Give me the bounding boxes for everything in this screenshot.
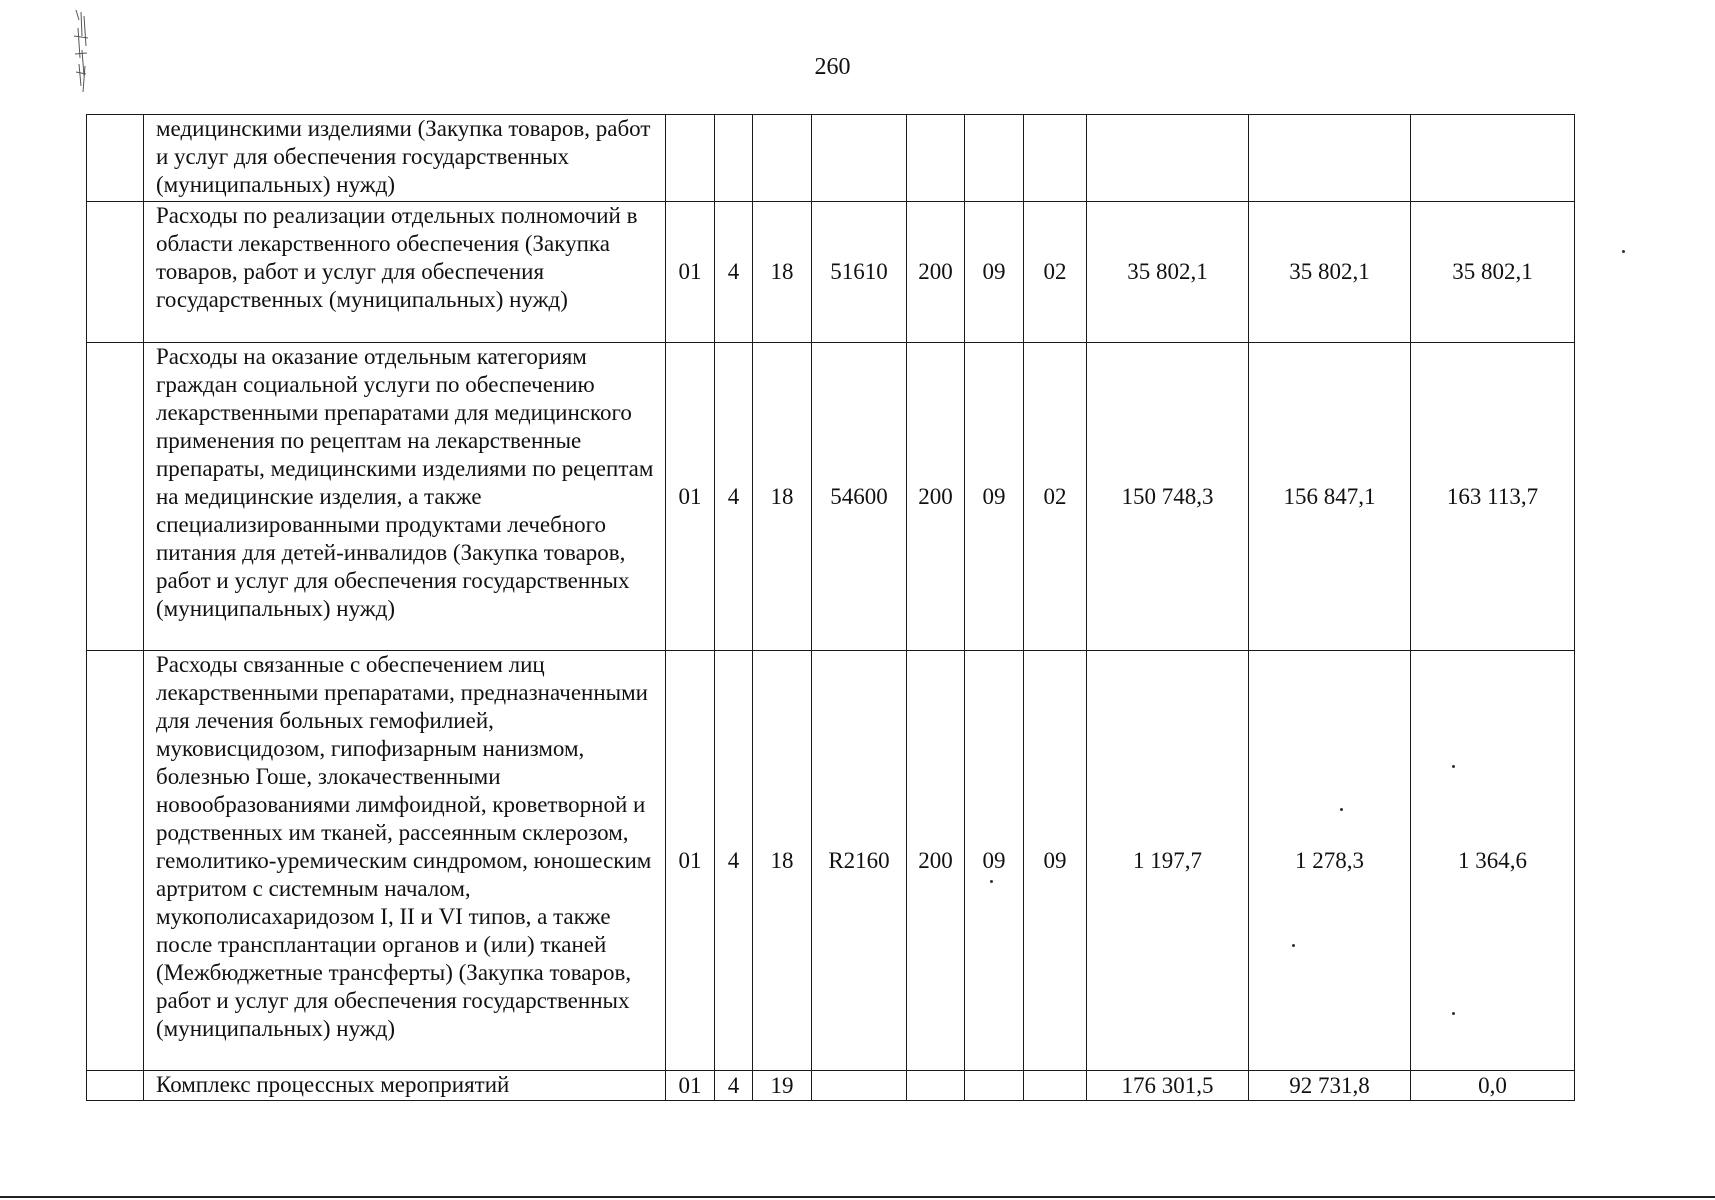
row-index-cell xyxy=(87,115,144,202)
table-row xyxy=(87,651,1575,1071)
amount-cell xyxy=(1249,115,1411,202)
code-cell: 01 xyxy=(666,202,715,343)
code-cell xyxy=(1024,115,1087,202)
scan-bottom-edge xyxy=(0,1196,1715,1198)
code-cell: 01 xyxy=(666,343,715,651)
amount-cell xyxy=(1087,115,1249,202)
code-cell: 200 xyxy=(907,343,965,651)
code-cell: R2160 xyxy=(812,651,907,1071)
amount-cell: 150 748,3 xyxy=(1087,343,1249,651)
table-row xyxy=(87,202,1575,343)
code-cell: 200 xyxy=(907,651,965,1071)
code-cell xyxy=(812,1071,907,1101)
description-cell: Расходы по реализации отдельных полномочий в области лекарственного обеспечения (Закупка товаров, работ и услуг для обеспечения государственных (муниципальных) нужд) xyxy=(144,202,666,343)
code-cell: 01 xyxy=(666,1071,715,1101)
amount-cell: 176 301,5 xyxy=(1087,1071,1249,1101)
code-cell: 54600 xyxy=(812,343,907,651)
scan-speck xyxy=(1292,944,1295,947)
description-cell: Комплекс процессных мероприятий xyxy=(144,1071,666,1101)
scan-artifact-icon xyxy=(70,6,94,96)
code-cell: 09 xyxy=(965,202,1024,343)
description-cell: Расходы связанные с обеспечением лиц лекарственными препаратами, предназначенными для лечения больных гемофилией, муковисцидозом, гипофизарным нанизмом, болезнью Гоше, злокачественными новообразованиями лимфоидной, кроветворной и родственных им тканей, рассеянным склерозом, гемолитико-уремическим синдромом, юношеским артритом с системным началом, мукополисахаридозом I, II и VI типов, а также после трансплантации органов и (или) тканей (Межбюджетные трансферты) (Закупка товаров, работ и услуг для обеспечения государственных (муниципальных) нужд) xyxy=(144,651,666,1071)
amount-cell: 0,0 xyxy=(1411,1071,1575,1101)
scan-speck xyxy=(1452,1012,1455,1015)
table-row xyxy=(87,1071,1575,1101)
code-cell xyxy=(907,1071,965,1101)
amount-cell: 1 364,6 xyxy=(1411,651,1575,1071)
code-cell: 09 xyxy=(965,651,1024,1071)
code-cell: 09 xyxy=(965,343,1024,651)
row-index-cell xyxy=(87,1071,144,1101)
amount-cell: 156 847,1 xyxy=(1249,343,1411,651)
code-cell: 51610 xyxy=(812,202,907,343)
amount-cell: 35 802,1 xyxy=(1411,202,1575,343)
amount-cell xyxy=(1411,115,1575,202)
amount-cell: 92 731,8 xyxy=(1249,1071,1411,1101)
code-cell xyxy=(715,115,753,202)
code-cell: 200 xyxy=(907,202,965,343)
code-cell: 18 xyxy=(753,343,812,651)
code-cell xyxy=(965,115,1024,202)
code-cell: 4 xyxy=(715,343,753,651)
code-cell: 4 xyxy=(715,1071,753,1101)
code-cell: 02 xyxy=(1024,343,1087,651)
table-row xyxy=(87,343,1575,651)
amount-cell: 163 113,7 xyxy=(1411,343,1575,651)
code-cell: 4 xyxy=(715,202,753,343)
description-cell: медицинскими изделиями (Закупка товаров, работ и услуг для обеспечения государственных (муниципальных) нужд) xyxy=(144,115,666,202)
code-cell xyxy=(1024,1071,1087,1101)
code-cell xyxy=(812,115,907,202)
scan-speck xyxy=(1622,250,1625,253)
page-number: 260 xyxy=(814,54,851,80)
row-index-cell xyxy=(87,202,144,343)
code-cell xyxy=(666,115,715,202)
code-cell: 18 xyxy=(753,651,812,1071)
code-cell xyxy=(965,1071,1024,1101)
amount-cell: 1 278,3 xyxy=(1249,651,1411,1071)
scan-speck xyxy=(1452,765,1455,768)
code-cell: 02 xyxy=(1024,202,1087,343)
row-index-cell xyxy=(87,651,144,1071)
budget-table xyxy=(86,114,1575,1101)
code-cell: 4 xyxy=(715,651,753,1071)
code-cell: 18 xyxy=(753,202,812,343)
code-cell: 09 xyxy=(1024,651,1087,1071)
amount-cell: 35 802,1 xyxy=(1249,202,1411,343)
code-cell xyxy=(753,115,812,202)
scan-speck xyxy=(1340,808,1343,811)
amount-cell: 35 802,1 xyxy=(1087,202,1249,343)
amount-cell: 1 197,7 xyxy=(1087,651,1249,1071)
description-cell: Расходы на оказание отдельным категориям граждан социальной услуги по обеспечению лекарственными препаратами для медицинского применения по рецептам на лекарственные препараты, медицинскими изделиями по рецептам на медицинские изделия, а также специализированными продуктами лечебного питания для детей-инвалидов (Закупка товаров, работ и услуг для обеспечения государственных (муниципальных) нужд) xyxy=(144,343,666,651)
scan-speck xyxy=(990,880,993,883)
row-index-cell xyxy=(87,343,144,651)
code-cell xyxy=(907,115,965,202)
code-cell: 19 xyxy=(753,1071,812,1101)
table-row xyxy=(87,115,1575,202)
code-cell: 01 xyxy=(666,651,715,1071)
